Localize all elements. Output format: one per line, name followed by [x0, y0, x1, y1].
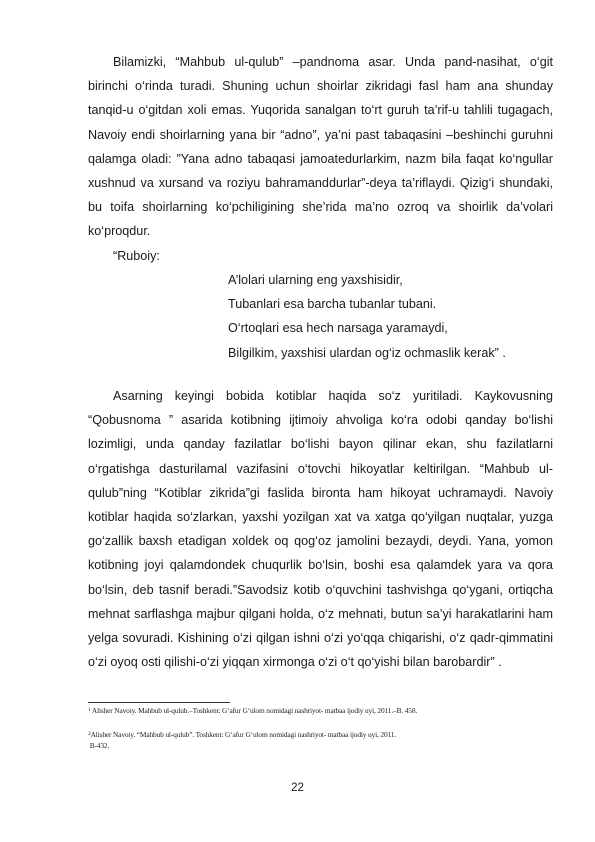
footnote-marker: 2	[88, 731, 91, 737]
footnote-2-continuation	[88, 740, 558, 751]
verse-line: A’lolari ularning eng yaxshisidir,	[228, 273, 403, 287]
footnote-text-continuation: B-432.	[89, 741, 110, 750]
footnote-marker: 1	[88, 707, 91, 713]
footnote-separator	[88, 702, 230, 703]
ruboiy-verse	[228, 268, 506, 365]
page-number: 22	[291, 782, 304, 794]
footnote-text: Alisher Navoiy. “Mahbub ul-qulub”. Toshkent: G‘afur G‘ulom nomidagi nashriyot- matbaa ijodiy uyi, 2011.	[90, 730, 397, 739]
footnote-1	[88, 705, 558, 716]
body-text-section-1	[88, 50, 553, 268]
verse-line: O‘rtoqlari esa hech narsaga yaramaydi,	[228, 321, 448, 336]
footnote-text: Alisher Navoiy. Mahbub ul-qulub.–Toshkent: G‘afur G‘ulom nomidagi nashriyot- matbaa ijodiy uyi, 2011.–B. 458.	[91, 706, 418, 715]
paragraph-kotiblar: Asarning keyingi bobida kotiblar haqida so‘z yuritiladi. Kaykovusning “Qobusnoma ” asarida kotibning ijtimoiy ahvoliga ko‘ra odobi qanday bo‘lishi lozimligi, unda qanday fazilatlar bo‘lishi bayon qilinar ekan, shu fazilatlarni o‘rgatishga dasturilamal vazifasini o‘tovchi hikoyatlar keltirilgan. “Mahbub ul-qulub”ning “Kotiblar zikrida”gi faslida bironta ham hikoyat uchramaydi. Navoiy kotiblar haqida so‘zlarkan, yaxshi yozilgan xat va xatga qo‘yilgan nuqtalar, yuzga go‘zallik baxsh etadigan xoldek oq qog‘oz jamolini bezaydi, deydi. Yana, yomon kotibning joyi qalamdondek chuqurlik bo‘lsin, boshi esa qalamdek yara va qora bo‘lsin, deb tasnif beradi.”Savodsiz kotib o‘quvchini tashvishga qo‘ygani, ortiqcha mehnat sarflashga majbur qilgani holda, o‘z mehnati, butun sa’yi harakatlarini ham yelga sovuradi. Kishining o‘zi qilgan ishni o‘zi yo‘qqa chiqarishi, o‘z qadr-qimmatini o‘zi oyoq osti qilishi-o‘zi yiqqan xirmonga o‘zi o‘t qo‘yishi bilan barobardir” .	[88, 389, 553, 670]
verse-line: Bilgilkim, yaxshisi ulardan og‘iz ochmaslik kerak” .	[228, 345, 506, 360]
verse-line: Tubanlari esa barcha tubanlar tubani.	[228, 297, 437, 312]
footnote-2	[88, 729, 558, 740]
paragraph-ruboiy-label: “Ruboiy:	[113, 248, 160, 263]
paragraph-mahbub-intro: Bilamizki, “Mahbub ul-qulub” –pandnoma asar. Unda pand-nasihat, o‘git birinchi o‘rinda turadi. Shuning uchun shoirlar zikridagi fasl ham ana shunday tanqid-u o‘gitdan xoli emas. Yuqorida sanalgan to‘rt guruh ta’rif-u tahlili tugagach, Navoiy endi shoirlarning yana bir “adno”, ya’ni past tabaqasini –beshinchi guruhni qalamga oladi: ”Yana adno tabaqasi jamoatedurlarkim, nazm bila faqat ko‘ngullar xushnud va xursand va roziyu bahramanddurlar”-deya ta’riflaydi. Qizig‘i shundaki, bu toifa shoirlarning ko‘pchiligining she’rida ma’no ozroq va shoirlik da’volari ko‘proqdur.	[88, 55, 553, 239]
body-text-section-2	[88, 384, 553, 674]
